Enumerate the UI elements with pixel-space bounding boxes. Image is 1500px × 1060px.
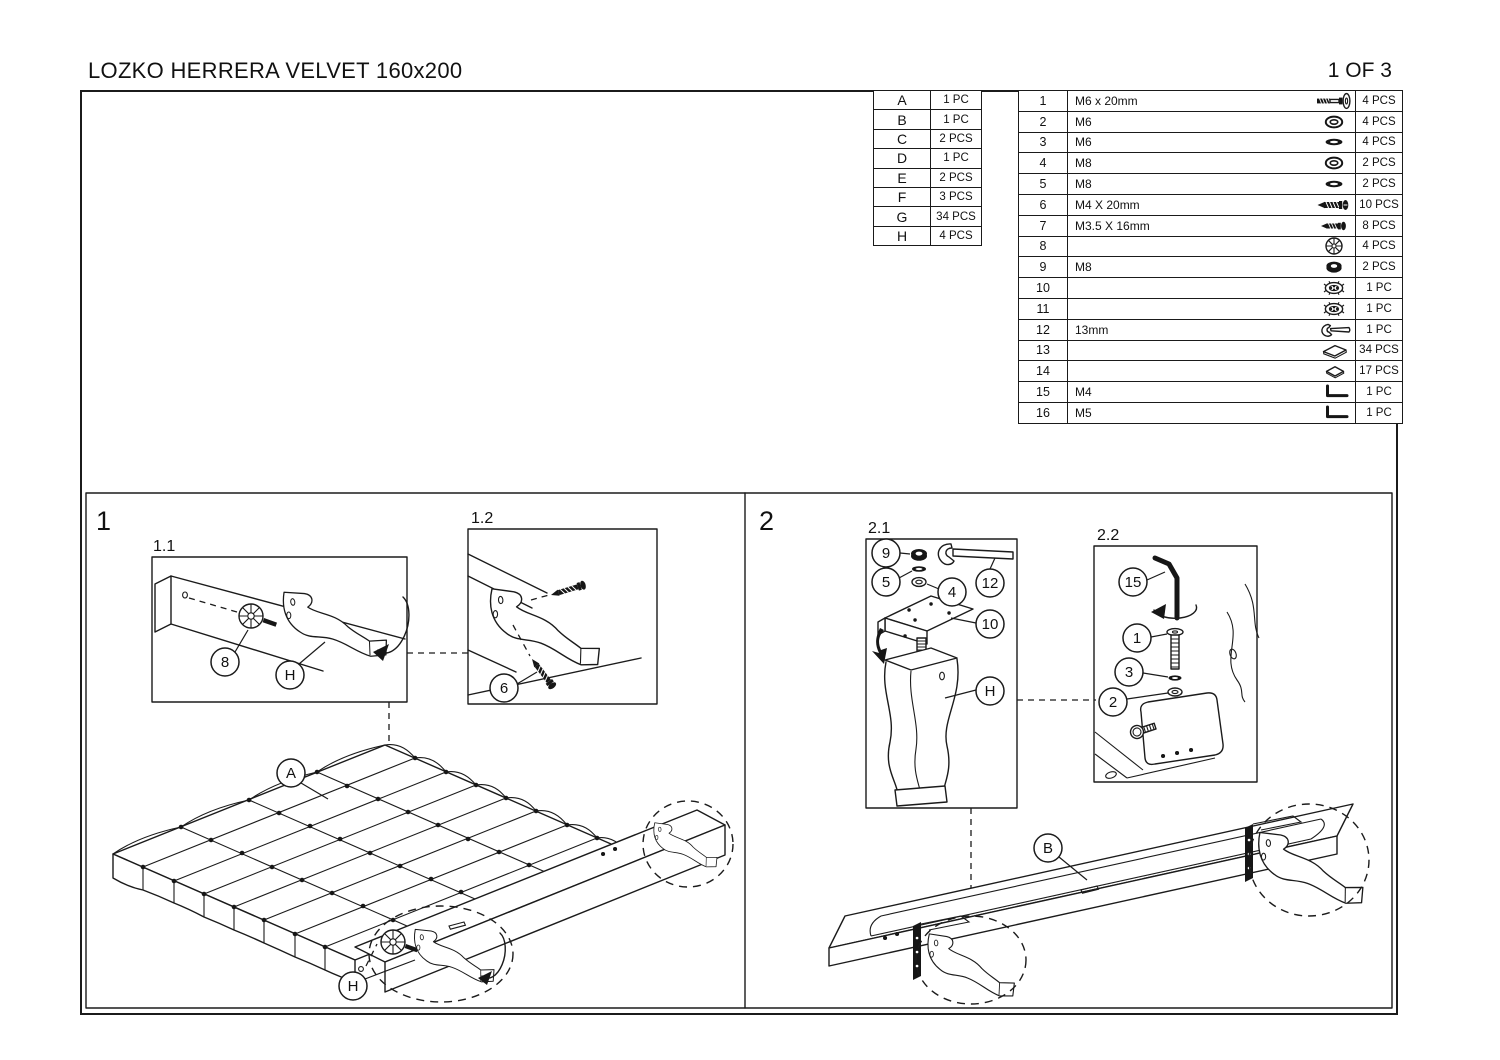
callout-wheel-nut (211, 648, 239, 676)
parts-row (874, 149, 982, 168)
bolt (1167, 629, 1183, 669)
callout-washer-flat (1115, 658, 1143, 686)
hw-qty: 1 PC (1356, 278, 1403, 299)
hardware-row (1019, 298, 1403, 319)
callout-nut (872, 539, 900, 567)
parts-row (874, 168, 982, 187)
hardware-row (1019, 236, 1403, 257)
hw-desc (1068, 298, 1356, 319)
step-2-label: 2 (759, 506, 775, 536)
part-qty: 1 PC (931, 110, 982, 129)
svg-text:5: 5 (881, 574, 891, 592)
part-label: H (874, 226, 931, 245)
diagram-1-2 (468, 510, 657, 704)
step-1-panel (96, 506, 733, 1002)
svg-text:B: B (1042, 840, 1054, 858)
hw-desc (1068, 340, 1356, 361)
ring-washer (1168, 688, 1182, 696)
diagram-1-1 (152, 538, 409, 702)
hw-desc: M8 (1068, 153, 1356, 174)
hw-qty: 10 PCS (1356, 194, 1403, 215)
part-qty: 4 PCS (931, 226, 982, 245)
flange-nut-icon (1316, 279, 1352, 297)
diagram-2-2 (1094, 527, 1259, 782)
bolt-stub (263, 618, 277, 627)
hw-num: 9 (1019, 257, 1068, 278)
hardware-row (1019, 111, 1403, 132)
hardware-row (1019, 132, 1403, 153)
flat-washer (1169, 675, 1182, 680)
hw-desc: M6 x 20mm (1068, 91, 1356, 112)
hw-qty: 2 PCS (1356, 257, 1403, 278)
callout-allen-key (1119, 568, 1147, 596)
svg-text:8: 8 (220, 654, 230, 672)
hw-qty: 1 PC (1356, 402, 1403, 423)
callout-wrench (976, 569, 1004, 597)
svg-text:12: 12 (981, 575, 999, 593)
hw-qty: 34 PCS (1356, 340, 1403, 361)
hex-nut-icon (1316, 258, 1352, 276)
wood-screw (550, 580, 587, 599)
parts-row (874, 110, 982, 129)
hw-qty: 1 PC (1356, 298, 1403, 319)
hardware-row (1019, 340, 1403, 361)
part-label: F (874, 187, 931, 206)
part-label: A (874, 91, 931, 110)
diagram-2-2-label: 2.2 (1097, 527, 1120, 544)
wood-screw-icon (1316, 196, 1352, 214)
hw-desc: M8 (1068, 257, 1356, 278)
spoke-wheel-nut (239, 604, 263, 628)
hardware-row (1019, 257, 1403, 278)
hw-num: 14 (1019, 361, 1068, 382)
part-label: E (874, 168, 931, 187)
hw-num: 3 (1019, 132, 1068, 153)
part-qty: 2 PCS (931, 168, 982, 187)
svg-text:1: 1 (1132, 630, 1142, 648)
hardware-row (1019, 382, 1403, 403)
callout-washer-ring (1099, 688, 1127, 716)
diagram-panels (85, 492, 1393, 1009)
pad-small-icon (1316, 362, 1352, 380)
hw-qty: 4 PCS (1356, 132, 1403, 153)
parts-row (874, 91, 982, 110)
hw-num: 13 (1019, 340, 1068, 361)
step-1-label: 1 (96, 506, 112, 536)
hw-num: 5 (1019, 174, 1068, 195)
part-label: C (874, 129, 931, 148)
parts-table (873, 90, 982, 246)
hw-num: 12 (1019, 319, 1068, 340)
pad-large-icon (1316, 341, 1352, 359)
part-label: D (874, 149, 931, 168)
hw-num: 4 (1019, 153, 1068, 174)
callout-leg-h (976, 677, 1004, 705)
callout-screw (490, 674, 518, 702)
wood-screw (528, 656, 557, 690)
svg-text:2: 2 (1108, 694, 1118, 712)
hardware-row (1019, 153, 1403, 174)
hardware-row (1019, 402, 1403, 423)
hw-num: 11 (1019, 298, 1068, 319)
flat-washer (912, 566, 926, 572)
washer-flat-icon (1316, 175, 1352, 193)
hw-desc: M6 (1068, 111, 1356, 132)
svg-text:H: H (284, 667, 296, 685)
hardware-row (1019, 278, 1403, 299)
hardware-row (1019, 319, 1403, 340)
callout-bracket (976, 610, 1004, 638)
hw-qty: 4 PCS (1356, 91, 1403, 112)
parts-row (874, 226, 982, 245)
hw-qty: 1 PC (1356, 319, 1403, 340)
part-label: B (874, 110, 931, 129)
hw-desc: 13mm (1068, 319, 1356, 340)
hw-num: 15 (1019, 382, 1068, 403)
hex-nut (911, 549, 927, 561)
diagram-2-1 (866, 520, 1017, 808)
hw-desc: M3.5 X 16mm (1068, 215, 1356, 236)
direction-arrow (872, 628, 887, 664)
hw-num: 2 (1019, 111, 1068, 132)
hw-qty: 1 PC (1356, 382, 1403, 403)
allen-key-icon (1316, 404, 1352, 422)
washer-ring-icon (1316, 154, 1352, 172)
hw-desc (1068, 236, 1356, 257)
spoke-wheel-icon (1316, 237, 1352, 255)
ring-washer (912, 578, 926, 587)
hw-qty: 4 PCS (1356, 111, 1403, 132)
callout-washer-flat (872, 568, 900, 596)
bed-leg (919, 932, 1023, 999)
hw-qty: 4 PCS (1356, 236, 1403, 257)
svg-text:9: 9 (881, 545, 891, 563)
hw-num: 10 (1019, 278, 1068, 299)
bed-leg (480, 587, 610, 669)
hardware-row (1019, 361, 1403, 382)
step-2-panel (759, 506, 1372, 1004)
allen-key-icon (1316, 383, 1352, 401)
wrench (938, 544, 1013, 565)
page-title: LOZKO HERRERA VELVET 160x200 (88, 58, 463, 83)
svg-text:H: H (984, 683, 996, 701)
bed-leg-vertical (885, 638, 958, 806)
hw-desc: M8 (1068, 174, 1356, 195)
hw-desc (1068, 278, 1356, 299)
hw-desc: M6 (1068, 132, 1356, 153)
rail-assembly (829, 804, 1372, 1004)
bed-leg (276, 590, 393, 658)
hw-num: 16 (1019, 402, 1068, 423)
hardware-row (1019, 194, 1403, 215)
page-number: 1 OF 3 (1327, 59, 1392, 82)
callout-leg-h (276, 661, 304, 689)
part-qty: 1 PC (931, 91, 982, 110)
svg-text:6: 6 (499, 680, 509, 698)
parts-row (874, 187, 982, 206)
hw-qty: 2 PCS (1356, 153, 1403, 174)
hw-num: 6 (1019, 194, 1068, 215)
headboard-assembly (113, 745, 733, 1002)
hardware-row (1019, 174, 1403, 195)
svg-text:15: 15 (1124, 574, 1142, 592)
hw-num: 7 (1019, 215, 1068, 236)
diagram-1-2-label: 1.2 (471, 510, 494, 527)
hardware-row (1019, 215, 1403, 236)
callout-bolt (1123, 624, 1151, 652)
hw-num: 8 (1019, 236, 1068, 257)
hw-desc: M5 (1068, 402, 1356, 423)
hardware-table (1018, 90, 1403, 424)
mounting-bracket (1129, 693, 1223, 765)
parts-row (874, 207, 982, 226)
hw-desc: M4 (1068, 382, 1356, 403)
wrench-icon (1316, 321, 1352, 339)
part-qty: 34 PCS (931, 207, 982, 226)
part-qty: 1 PC (931, 149, 982, 168)
washer-flat-icon (1316, 133, 1352, 151)
svg-text:3: 3 (1124, 664, 1134, 682)
hw-desc (1068, 361, 1356, 382)
parts-row (874, 129, 982, 148)
part-qty: 3 PCS (931, 187, 982, 206)
small-screw-icon (1316, 217, 1352, 235)
svg-text:H: H (347, 978, 359, 996)
furniture-bolt-icon (1316, 92, 1352, 110)
part-qty: 2 PCS (931, 129, 982, 148)
svg-text:A: A (285, 765, 297, 783)
hw-qty: 2 PCS (1356, 174, 1403, 195)
hw-num: 1 (1019, 91, 1068, 112)
part-label: G (874, 207, 931, 226)
callout-washer-ring (938, 578, 966, 606)
callout-leg-h (339, 972, 367, 1000)
hardware-row (1019, 91, 1403, 112)
flange-nut-icon (1316, 300, 1352, 318)
washer-ring-icon (1316, 113, 1352, 131)
frame-hole (183, 592, 188, 598)
diagram-1-1-label: 1.1 (153, 538, 176, 555)
svg-text:4: 4 (947, 584, 957, 602)
assembly-diagrams (85, 492, 1393, 1009)
callout-headboard-a (277, 759, 305, 787)
callout-rail-b (1034, 834, 1062, 862)
svg-text:10: 10 (981, 616, 999, 634)
hw-desc: M4 X 20mm (1068, 194, 1356, 215)
hw-qty: 17 PCS (1356, 361, 1403, 382)
rail-b (829, 804, 1353, 948)
diagram-2-1-label: 2.1 (868, 520, 891, 537)
spoke-wheel-nut (381, 930, 405, 954)
hw-qty: 8 PCS (1356, 215, 1403, 236)
